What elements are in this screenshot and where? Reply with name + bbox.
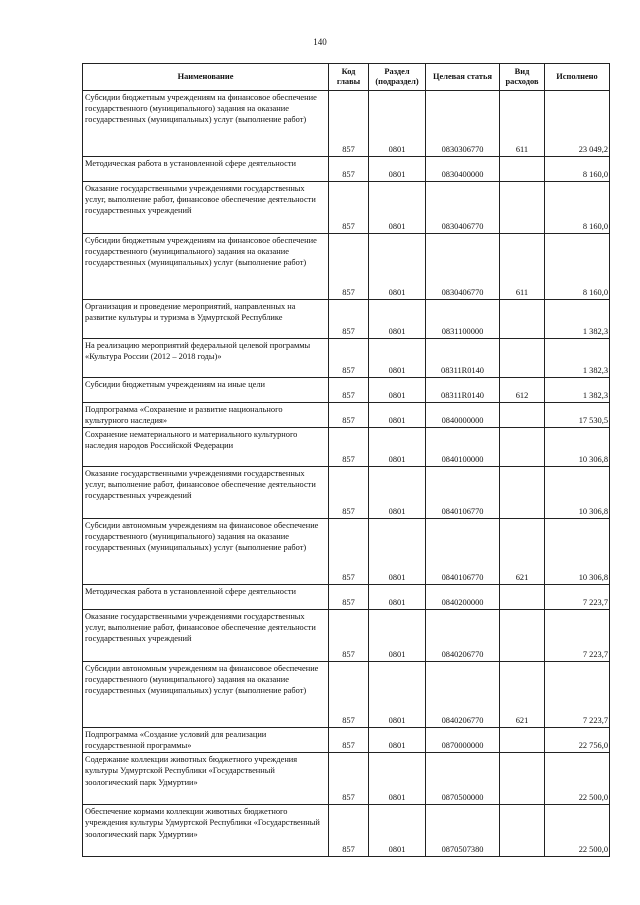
table-row: [83, 728, 610, 753]
row-code: 857: [329, 157, 369, 182]
row-name: Содержание коллекции животных бюджетного учреждения культуры Удмуртской Республики «Государственный зоологический парк Удмуртии»: [83, 753, 329, 805]
row-executed: 7 223,7: [545, 585, 610, 610]
row-name: Субсидии автономным учреждениям на финансовое обеспечение государственного (муниципального) задания на оказание государственных (муниципальных) услуг (выполнение работ): [83, 519, 329, 585]
row-name: Субсидии автономным учреждениям на финансовое обеспечение государственного (муниципального) задания на оказание государственных (муниципальных) услуг (выполнение работ): [83, 662, 329, 728]
row-code: 857: [329, 403, 369, 428]
header-type: Вид расходов: [500, 64, 545, 91]
header-code: Код главы: [329, 64, 369, 91]
row-section: 0801: [369, 610, 426, 662]
row-code: 857: [329, 753, 369, 805]
header-target: Целевая статья: [426, 64, 500, 91]
row-type: 621: [500, 519, 545, 585]
row-executed: 10 306,8: [545, 519, 610, 585]
row-target: 0840106770: [426, 467, 500, 519]
table-row: [83, 519, 610, 585]
row-section: 0801: [369, 805, 426, 857]
row-type: [500, 610, 545, 662]
row-code: 857: [329, 610, 369, 662]
row-name: Оказание государственными учреждениями государственных услуг, выполнение работ, финансовое обеспечение деятельности государственных учреждений: [83, 610, 329, 662]
row-type: 612: [500, 378, 545, 403]
row-target: 08311R0140: [426, 339, 500, 378]
row-target: 0870500000: [426, 753, 500, 805]
row-target: 0831100000: [426, 300, 500, 339]
row-executed: 8 160,0: [545, 157, 610, 182]
row-executed: 10 306,8: [545, 467, 610, 519]
row-target: 0840200000: [426, 585, 500, 610]
row-section: 0801: [369, 753, 426, 805]
row-name: Оказание государственными учреждениями государственных услуг, выполнение работ, финансовое обеспечение деятельности государственных учреждений: [83, 467, 329, 519]
row-executed: 7 223,7: [545, 662, 610, 728]
row-section: 0801: [369, 403, 426, 428]
row-executed: 1 382,3: [545, 378, 610, 403]
row-type: [500, 300, 545, 339]
row-executed: 7 223,7: [545, 610, 610, 662]
table-row: [83, 662, 610, 728]
row-type: [500, 728, 545, 753]
row-executed: 8 160,0: [545, 234, 610, 300]
row-name: Сохранение нематериального и материального культурного наследия народов Российской Федерации: [83, 428, 329, 467]
row-type: [500, 467, 545, 519]
row-code: 857: [329, 182, 369, 234]
row-section: 0801: [369, 378, 426, 403]
table-row: [83, 805, 610, 857]
row-code: 857: [329, 662, 369, 728]
row-executed: 17 530,5: [545, 403, 610, 428]
row-target: 0840206770: [426, 610, 500, 662]
table-row: [83, 610, 610, 662]
row-type: 621: [500, 662, 545, 728]
table-row: [83, 300, 610, 339]
row-executed: 22 500,0: [545, 753, 610, 805]
row-target: 0840000000: [426, 403, 500, 428]
row-code: 857: [329, 234, 369, 300]
row-name: Методическая работа в установленной сфере деятельности: [83, 585, 329, 610]
row-executed: 22 756,0: [545, 728, 610, 753]
row-executed: 1 382,3: [545, 339, 610, 378]
row-executed: 23 049,2: [545, 91, 610, 157]
row-target: 0830406770: [426, 182, 500, 234]
budget-table: [82, 63, 610, 857]
row-target: 0830306770: [426, 91, 500, 157]
row-target: 0840100000: [426, 428, 500, 467]
table-row: [83, 234, 610, 300]
row-type: [500, 805, 545, 857]
row-section: 0801: [369, 157, 426, 182]
page-number: 140: [313, 37, 327, 47]
row-code: 857: [329, 428, 369, 467]
row-type: [500, 157, 545, 182]
row-name: Подпрограмма «Сохранение и развитие национального культурного наследия»: [83, 403, 329, 428]
row-executed: 10 306,8: [545, 428, 610, 467]
row-target: 0830400000: [426, 157, 500, 182]
row-name: На реализацию мероприятий федеральной целевой программы «Культура России (2012 – 2018 годы)»: [83, 339, 329, 378]
row-type: [500, 339, 545, 378]
row-section: 0801: [369, 182, 426, 234]
row-section: 0801: [369, 585, 426, 610]
row-code: 857: [329, 378, 369, 403]
table-row: [83, 378, 610, 403]
row-type: [500, 403, 545, 428]
table-header-row: [83, 64, 610, 91]
row-executed: 1 382,3: [545, 300, 610, 339]
row-code: 857: [329, 300, 369, 339]
table-row: [83, 585, 610, 610]
row-executed: 22 500,0: [545, 805, 610, 857]
table-row: [83, 157, 610, 182]
row-section: 0801: [369, 467, 426, 519]
header-executed: Исполнено: [545, 64, 610, 91]
table-row: [83, 428, 610, 467]
row-type: 611: [500, 234, 545, 300]
row-type: [500, 182, 545, 234]
row-section: 0801: [369, 428, 426, 467]
row-name: Методическая работа в установленной сфере деятельности: [83, 157, 329, 182]
table-row: [83, 339, 610, 378]
row-target: 08311R0140: [426, 378, 500, 403]
row-type: [500, 428, 545, 467]
row-code: 857: [329, 585, 369, 610]
row-code: 857: [329, 91, 369, 157]
row-name: Организация и проведение мероприятий, направленных на развитие культуры и туризма в Удмуртской Республике: [83, 300, 329, 339]
row-target: 0840206770: [426, 662, 500, 728]
row-section: 0801: [369, 234, 426, 300]
row-section: 0801: [369, 339, 426, 378]
row-section: 0801: [369, 728, 426, 753]
row-target: 0870000000: [426, 728, 500, 753]
table-row: [83, 91, 610, 157]
row-type: [500, 585, 545, 610]
row-code: 857: [329, 339, 369, 378]
row-name: Субсидии бюджетным учреждениям на иные цели: [83, 378, 329, 403]
row-section: 0801: [369, 91, 426, 157]
row-target: 0870507380: [426, 805, 500, 857]
row-code: 857: [329, 467, 369, 519]
row-name: Обеспечение кормами коллекции животных бюджетного учреждения культуры Удмуртской Республики «Государственный зоологический парк Удмуртии»: [83, 805, 329, 857]
table-row: [83, 403, 610, 428]
row-code: 857: [329, 519, 369, 585]
row-type: 611: [500, 91, 545, 157]
row-type: [500, 753, 545, 805]
row-name: Субсидии бюджетным учреждениям на финансовое обеспечение государственного (муниципального) задания на оказание государственных (муниципальных) услуг (выполнение работ): [83, 234, 329, 300]
header-name: Наименование: [83, 64, 329, 91]
row-code: 857: [329, 728, 369, 753]
row-name: Оказание государственными учреждениями государственных услуг, выполнение работ, финансовое обеспечение деятельности государственных учреждений: [83, 182, 329, 234]
row-section: 0801: [369, 300, 426, 339]
header-section: Раздел (подраздел): [369, 64, 426, 91]
row-section: 0801: [369, 662, 426, 728]
row-target: 0830406770: [426, 234, 500, 300]
row-code: 857: [329, 805, 369, 857]
row-name: Подпрограмма «Создание условий для реализации государственной программы»: [83, 728, 329, 753]
row-section: 0801: [369, 519, 426, 585]
table-row: [83, 467, 610, 519]
table-row: [83, 182, 610, 234]
row-executed: 8 160,0: [545, 182, 610, 234]
row-target: 0840106770: [426, 519, 500, 585]
row-name: Субсидии бюджетным учреждениям на финансовое обеспечение государственного (муниципального) задания на оказание государственных (муниципальных) услуг (выполнение работ): [83, 91, 329, 157]
table-row: [83, 753, 610, 805]
